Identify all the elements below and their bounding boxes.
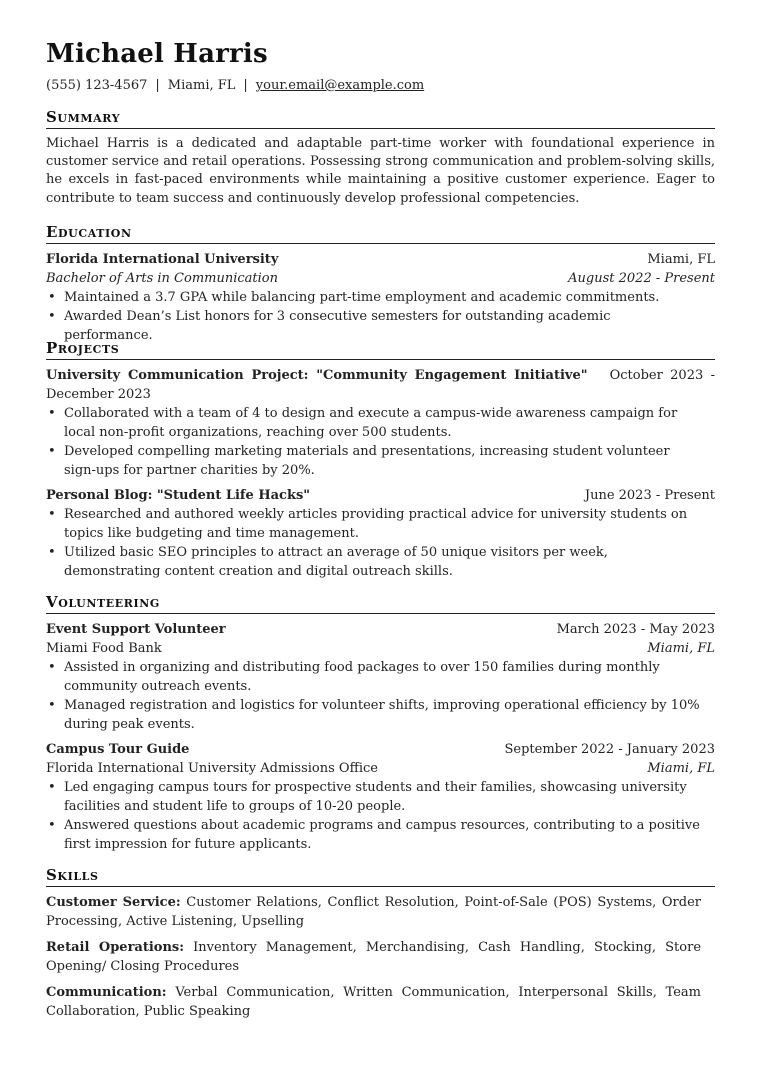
list-item: • Collaborated with a team of 4 to design and execute a campus-wide awareness campaign for local non-profit organizations, reaching over 500 students.: [64, 404, 715, 442]
skill-line: [46, 983, 715, 1021]
volunteer-location: Miami, FL: [647, 761, 715, 776]
school-name: Florida International University: [46, 252, 279, 267]
summary-text: Michael Harris is a dedicated and adaptable part-time worker with foundational experience in customer service and retail operations. Possessing strong communication and problem-solving skills, he excels in fast-paced environments while maintaining a positive customer experience. Eager to contribute to team success and continuously develop professional competencies.: [46, 136, 715, 206]
education-dates: August 2022 - Present: [568, 271, 715, 286]
contact-separator: |: [243, 78, 248, 93]
volunteer-org: Florida International University Admissions Office: [46, 761, 378, 776]
volunteer-location: Miami, FL: [647, 641, 715, 656]
list-item: • Assisted in organizing and distributing food packages to over 150 families during monthly community outreach events.: [64, 658, 715, 696]
volunteer-header-row: [46, 740, 715, 759]
project-dates: October 2023 - December 2023: [46, 368, 715, 402]
education-subheader-row: [46, 269, 715, 288]
project-name: Personal Blog: "Student Life Hacks": [46, 488, 311, 503]
volunteer-dates: March 2023 - May 2023: [556, 622, 715, 637]
volunteer-org: Miami Food Bank: [46, 641, 162, 656]
skill-label: Customer Service:: [46, 895, 181, 910]
project-entry: [46, 366, 715, 480]
education-section: [46, 222, 715, 351]
list-item: • Managed registration and logistics for volunteer shifts, improving operational efficiency by 10% during peak events.: [64, 696, 715, 734]
skill-text: Customer Relations, Conflict Resolution, Point-of-Sale (POS) Systems, Order Processing, Active Listening, Upselling: [46, 895, 701, 929]
volunteer-role: Campus Tour Guide: [46, 742, 190, 757]
project-header: [46, 486, 715, 505]
skill-label: Communication:: [46, 985, 167, 1000]
list-item: • Developed compelling marketing materials and presentations, increasing student volunteer sign-ups for partner charities by 20%.: [64, 442, 715, 480]
volunteer-header-row: [46, 620, 715, 639]
skill-text: Inventory Management, Merchandising, Cash Handling, Stocking, Store Opening/ Closing Procedures: [46, 940, 702, 974]
volunteer-subheader-row: [46, 759, 715, 778]
phone-number: (555) 123-4567: [46, 78, 148, 93]
section-title: Summary: [46, 107, 715, 129]
list-item: • Awarded Dean’s List honors for 3 consecutive semesters for outstanding academic performance.: [64, 307, 715, 345]
list-item: • Utilized basic SEO principles to attract an average of 50 unique visitors per week, demonstrating content creation and digital outreach skills.: [64, 543, 715, 581]
project-header: [46, 366, 715, 404]
education-header-row: [46, 250, 715, 269]
section-title: Volunteering: [46, 592, 715, 614]
list-item: • Answered questions about academic programs and campus resources, contributing to a positive first impression for future applicants.: [64, 816, 715, 854]
volunteer-entry: [46, 620, 715, 734]
project-bullets: [46, 404, 715, 480]
skill-label: Retail Operations:: [46, 940, 185, 955]
skill-text: Verbal Communication, Written Communication, Interpersonal Skills, Team Collaboration, Public Speaking: [46, 985, 701, 1019]
contact-separator: |: [155, 78, 160, 93]
school-location: Miami, FL: [647, 252, 715, 267]
project-entry: [46, 486, 715, 581]
contact-line: [46, 77, 424, 95]
skill-line: [46, 893, 715, 931]
email-link[interactable]: your.email@example.com: [255, 78, 425, 93]
location: Miami, FL: [167, 78, 236, 93]
list-item: • Maintained a 3.7 GPA while balancing part-time employment and academic commitments.: [64, 288, 715, 307]
skill-line: [46, 938, 715, 976]
section-title: Education: [46, 222, 715, 244]
volunteer-dates: September 2022 - January 2023: [504, 742, 715, 757]
project-dates: June 2023 - Present: [584, 488, 715, 503]
volunteering-section: [46, 592, 715, 860]
project-bullets: [46, 505, 715, 581]
volunteer-subheader-row: [46, 639, 715, 658]
volunteer-bullets: [46, 658, 715, 734]
skills-section: [46, 865, 715, 1028]
list-item: • Researched and authored weekly articles providing practical advice for university students on topics like budgeting and time management.: [64, 505, 715, 543]
education-bullets: [46, 288, 715, 345]
section-title: Skills: [46, 865, 715, 887]
list-item: • Led engaging campus tours for prospective students and their families, showcasing university facilities and student life to groups of 10-20 people.: [64, 778, 715, 816]
volunteer-bullets: [46, 778, 715, 854]
education-entry: [46, 250, 715, 345]
project-name: University Communication Project: "Community Engagement Initiative": [46, 368, 588, 383]
volunteer-role: Event Support Volunteer: [46, 622, 226, 637]
summary-section: [46, 107, 715, 208]
volunteer-entry: [46, 740, 715, 854]
section-title: Projects: [46, 338, 715, 360]
candidate-name: Michael Harris: [46, 39, 268, 69]
degree: Bachelor of Arts in Communication: [46, 271, 278, 286]
projects-section: [46, 338, 715, 587]
